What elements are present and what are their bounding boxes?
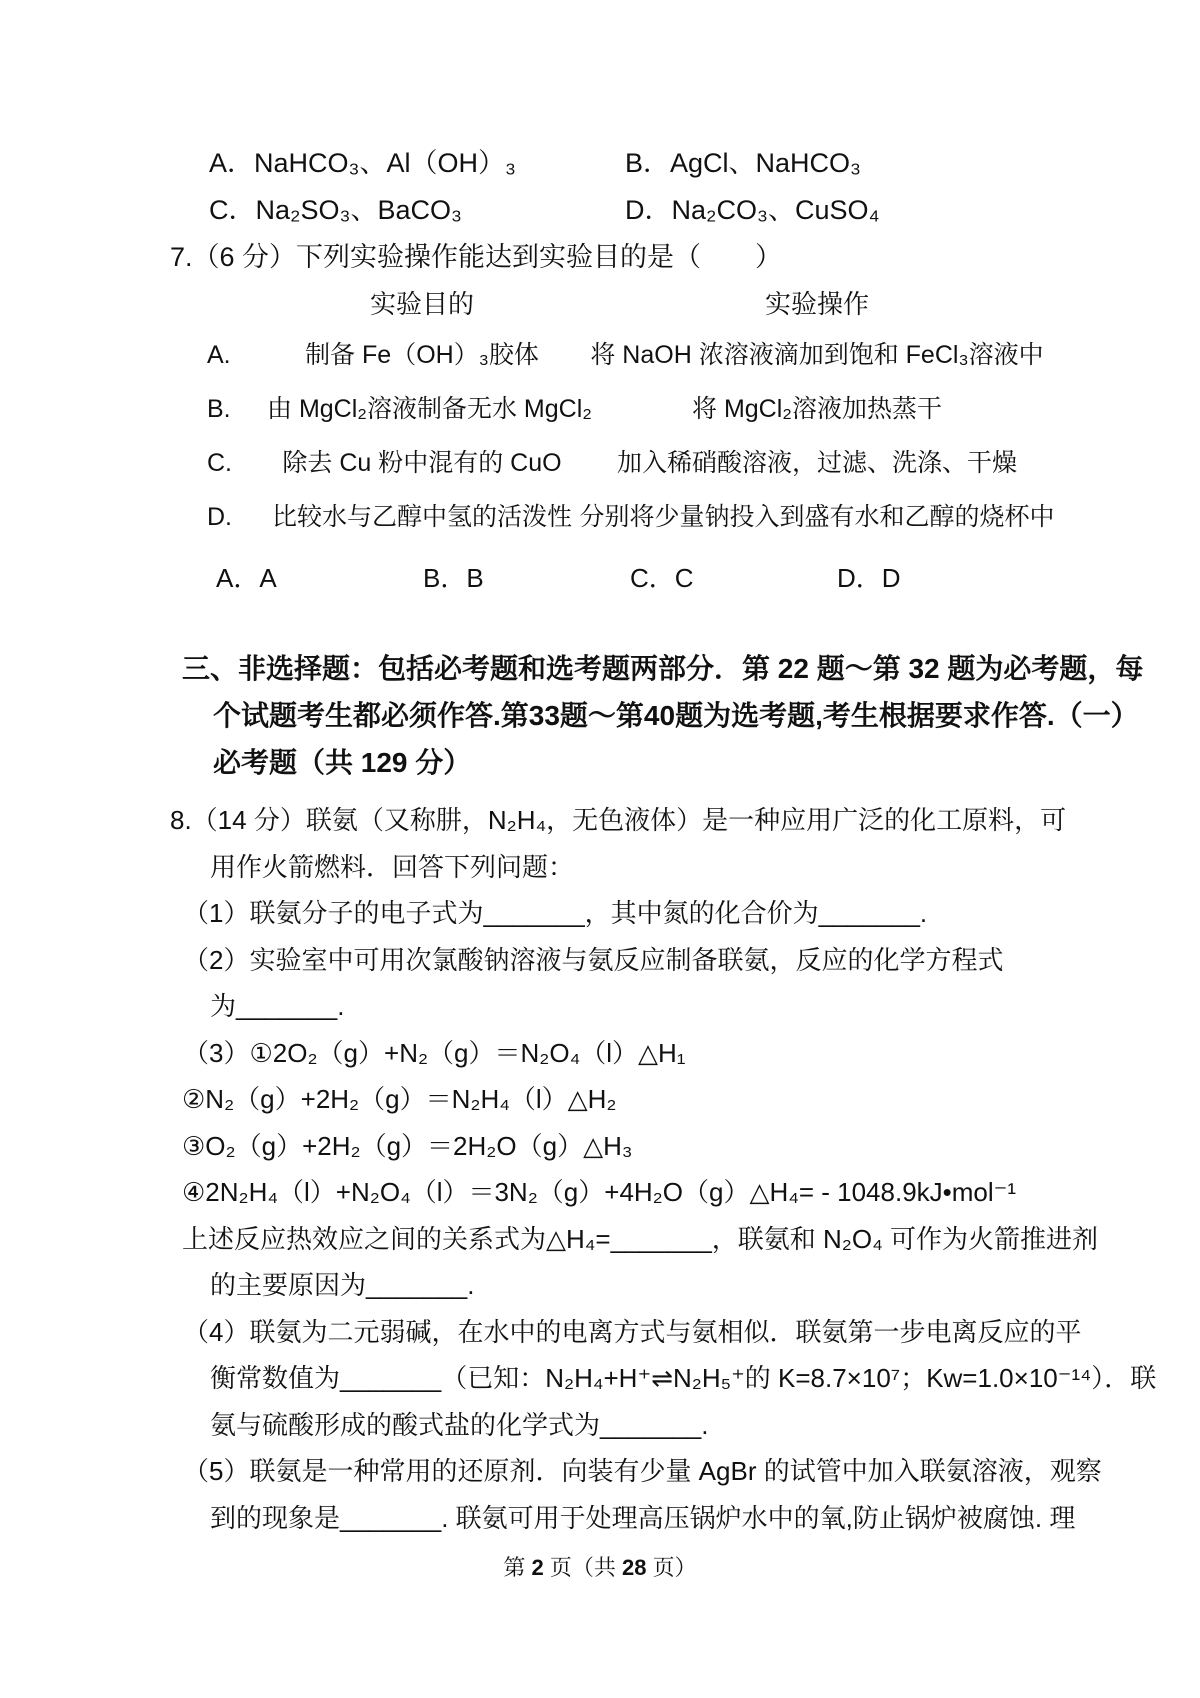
q8-part-3-equation-1: （3）①2O₂（g）+N₂（g）＝N₂O₄（l）△H₁: [183, 1037, 686, 1068]
section3-heading-line-1: 三、非选择题：包括必考题和选考题两部分．第 22 题～第 32 题为必考题，每: [182, 653, 1144, 684]
q7-row-a-operation: 将 NaOH 浓溶液滴加到饱和 FeCl₃溶液中: [590, 341, 1044, 369]
q7-answer-a: A．A: [216, 563, 277, 593]
q8-part-3-equation-2: ②N₂（g）+2H₂（g）＝N₂H₄（l）△H₂: [182, 1084, 617, 1114]
q7-row-a-label: A.: [207, 341, 231, 369]
q7-row-d-label: D.: [207, 503, 232, 531]
footer-text-middle: 页（共: [543, 1555, 622, 1580]
q7-row-b-purpose: 由 MgCl₂溶液制备无水 MgCl₂: [267, 395, 592, 423]
q7-answer-d: D．D: [837, 563, 901, 593]
q8-stem-line-2: 用作火箭燃料．回答下列问题：: [210, 851, 575, 882]
q8-part-4-line-3: 氨与硫酸形成的酸式盐的化学式为_______.: [210, 1409, 709, 1440]
q8-part-3-relation-line-2: 的主要原因为_______.: [210, 1270, 475, 1300]
q7-answer-b: B．B: [423, 563, 484, 593]
q6-options-row-2: [209, 187, 1200, 234]
q7-row-b-operation: 将 MgCl₂溶液加热蒸干: [692, 395, 942, 423]
q7-row-a-purpose: 制备 Fe（OH）₃胶体: [305, 341, 539, 369]
q8-part-3-equation-4: ④2N₂H₄（l）+N₂O₄（l）＝3N₂（g）+4H₂O（g）△H₄= - 1048.9kJ•mol⁻¹: [182, 1177, 1017, 1207]
q7-row-c-purpose: 除去 Cu 粉中混有的 CuO: [282, 449, 562, 477]
q8-part-5-line-1: （5）联氨是一种常用的还原剂．向装有少量 AgBr 的试管中加入联氨溶液，观察: [183, 1456, 1102, 1486]
q8-part-2-line-1: （2）实验室中可用次氯酸钠溶液与氨反应制备联氨，反应的化学方程式: [183, 944, 1004, 975]
section3-heading: [0, 645, 1200, 786]
q8-part-4-line-2: 衡常数值为_______（已知：N₂H₄+H⁺⇌N₂H₅⁺的 K=8.7×10⁷；Kw=1.0×10⁻¹⁴）．联: [210, 1363, 1157, 1393]
q7-table-header: [267, 281, 1200, 328]
footer-text-prefix: 第: [503, 1555, 532, 1580]
q7-table-row-b: [207, 382, 1200, 436]
q6-option-c: C．Na₂SO₃、BaCO₃: [209, 195, 463, 225]
q8-stem-line-1: 8.（14 分）联氨（又称肼，N₂H₄，无色液体）是一种应用广泛的化工原料，可: [170, 805, 1067, 835]
footer-page-number: 2: [531, 1555, 544, 1580]
q6-option-b: B．AgCl、NaHCO₃: [625, 148, 862, 178]
footer-text-suffix: 页）: [646, 1555, 697, 1580]
q7-row-b-label: B.: [207, 395, 231, 423]
q8-part-3-relation-line-1: 上述反应热效应之间的关系式为△H₄=_______，联氨和 N₂O₄ 可作为火箭推进剂: [182, 1223, 1098, 1254]
q8-part-1: （1）联氨分子的电子式为_______，其中氮的化合价为_______.: [183, 898, 928, 928]
q7-table-row-a: [207, 328, 1200, 382]
q6-options-row-1: [209, 140, 1200, 187]
q7-row-d-purpose: 比较水与乙醇中氢的活泼性: [271, 503, 572, 531]
q7-answer-choices-row: [216, 555, 1200, 602]
q6-option-d: D．Na₂CO₃、CuSO₄: [625, 195, 880, 225]
q8-part-3-equation-3: ③O₂（g）+2H₂（g）＝2H₂O（g）△H₃: [182, 1130, 633, 1161]
section3-heading-line-3: 必考题（共 129 分）: [213, 747, 472, 778]
q7-row-d-operation: 分别将少量钠投入到盛有水和乙醇的烧杯中: [579, 503, 1055, 531]
q7-table-row-c: [207, 436, 1200, 490]
q6-option-a: A．NaHCO₃、Al（OH）₃: [209, 148, 517, 178]
question-8: [0, 797, 1200, 1541]
q7-row-c-operation: 加入稀硝酸溶液，过滤、洗涤、干燥: [616, 449, 1017, 477]
page-footer: [0, 1548, 1200, 1588]
section3-heading-line-2: 个试题考生都必须作答.第33题～第40题为选考题,考生根据要求作答.（一）: [213, 700, 1139, 731]
q8-part-5-line-2: 到的现象是_______. 联氨可用于处理高压锅炉水中的氧,防止锅炉被腐蚀. 理: [210, 1502, 1076, 1533]
q7-stem: 7.（6 分）下列实验操作能达到实验目的是（ ）: [170, 242, 783, 272]
q7-row-c-label: C.: [207, 449, 232, 477]
q7-table-row-d: [207, 490, 1200, 544]
q8-part-2-line-2: 为_______.: [210, 991, 345, 1021]
q7-column-purpose: 实验目的: [369, 289, 474, 319]
q7-column-operation: 实验操作: [764, 289, 869, 319]
footer-total-pages: 28: [622, 1555, 647, 1580]
q7-answer-c: C．C: [630, 563, 694, 593]
q8-part-4-line-1: （4）联氨为二元弱碱，在水中的电离方式与氨相似．联氨第一步电离反应的平: [183, 1316, 1082, 1347]
